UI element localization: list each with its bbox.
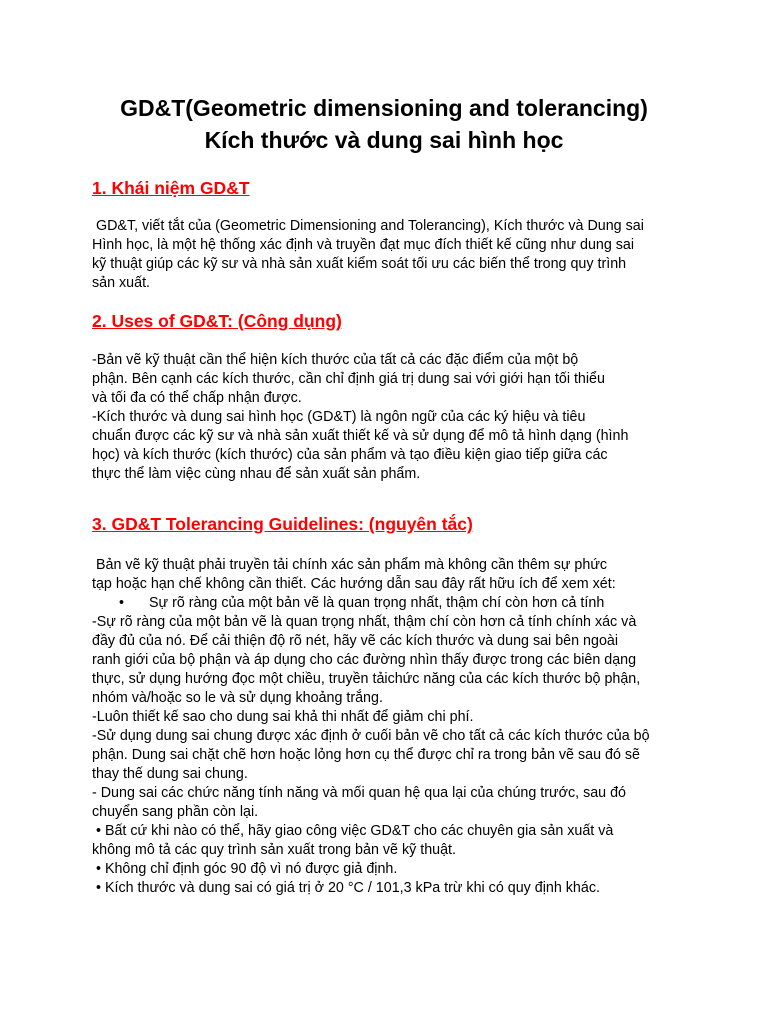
section3-line: - Dung sai các chức năng tính năng và mối quan hệ qua lại của chúng trước, sau đó: [92, 785, 626, 801]
document-title-line1: GD&T(Geometric dimensioning and tolerancing): [120, 95, 648, 121]
section1-line: kỹ thuật giúp các kỹ sư và nhà sản xuất kiểm soát tối ưu các biến thể trong quy trình: [92, 256, 627, 272]
section1-line: Hình học, là một hệ thống xác định và truyền đạt mục đích thiết kế cũng như dung sai: [92, 237, 635, 253]
bullet-icon: •: [119, 595, 125, 611]
section2-line: -Kích thước và dung sai hình học (GD&T) là ngôn ngữ của các ký hiệu và tiêu: [92, 409, 586, 425]
section3-line: • Không chỉ định góc 90 độ vì nó được giả định.: [92, 861, 398, 877]
section1-line: GD&T, viết tắt của (Geometric Dimensioning and Tolerancing), Kích thước và Dung sai: [92, 218, 644, 234]
section3-line: chuyển sang phần còn lại.: [92, 804, 259, 820]
section2-line: thực thể làm việc cùng nhau để sản xuất sản phẩm.: [92, 466, 421, 482]
section1-line: sản xuất.: [92, 275, 151, 291]
section3-bullet-text: Sự rõ ràng của một bản vẽ là quan trọng nhất, thậm chí còn hơn cả tính: [149, 595, 605, 611]
section3-line: đầy đủ của nó. Để cải thiện độ rõ nét, hãy vẽ các kích thước và dung sai bên ngoài: [92, 633, 619, 649]
section2-line: học) và kích thước (kích thước) của sản phẩm và tạo điều kiện giao tiếp giữa các: [92, 447, 608, 463]
section2-heading: 2. Uses of GD&T: (Công dụng): [92, 311, 342, 331]
section3-line: tạp hoặc hạn chế không cần thiết. Các hướng dẫn sau đây rất hữu ích để xem xét:: [92, 576, 616, 592]
section3-heading: 3. GD&T Tolerancing Guidelines: (nguyên tắc): [92, 514, 473, 534]
section3-line: thay thế dung sai chung.: [92, 766, 248, 782]
section3-line: • Kích thước và dung sai có giá trị ở 20 °C / 101,3 kPa trừ khi có quy định khác.: [92, 880, 600, 896]
section3-bullet-item: [92, 594, 692, 613]
section2-line: và tối đa có thể chấp nhận được.: [92, 390, 302, 406]
section3-line: không mô tả các quy trình sản xuất trong bản vẽ kỹ thuật.: [92, 842, 456, 858]
section3-line: phận. Dung sai chặt chẽ hơn hoặc lỏng hơn cụ thể được chỉ ra trong bản vẽ sau đó sẽ: [92, 747, 640, 763]
section3-line: Bản vẽ kỹ thuật phải truyền tải chính xác sản phẩm mà không cần thêm sự phức: [92, 557, 608, 573]
section3-line: -Sự rõ ràng của một bản vẽ là quan trọng nhất, thậm chí còn hơn cả tính chính xác và: [92, 614, 637, 630]
section2-paragraph: [92, 351, 692, 484]
section2-line: phận. Bên cạnh các kích thước, cần chỉ định giá trị dung sai với giới hạn tối thiểu: [92, 371, 605, 387]
section3-line: -Sử dụng dung sai chung được xác định ở cuối bản vẽ cho tất cả các kích thước của bộ: [92, 728, 650, 744]
section3-line: -Luôn thiết kế sao cho dung sai khả thi nhất để giảm chi phí.: [92, 709, 474, 725]
section3-paragraph: [92, 556, 692, 898]
document-title-line2: Kích thước và dung sai hình học: [204, 127, 564, 153]
section1-paragraph: [92, 217, 692, 293]
section2-line: -Bản vẽ kỹ thuật cần thể hiện kích thước của tất cả các đặc điểm của một bộ: [92, 352, 579, 368]
section3-line: thực, sử dụng hướng đọc một chiều, truyền tảichức năng của các kích thước bộ phận,: [92, 671, 641, 687]
section3-line: nhóm và/hoặc so le và sử dụng khoảng trắng.: [92, 690, 383, 706]
section3-line: ranh giới của bộ phận và áp dụng cho các đường nhìn thấy được trong các biên dạng: [92, 652, 637, 668]
section3-line: • Bất cứ khi nào có thể, hãy giao công việc GD&T cho các chuyên gia sản xuất và: [92, 823, 614, 839]
section1-heading: 1. Khái niệm GD&T: [92, 178, 250, 198]
section2-line: chuẩn được các kỹ sư và nhà sản xuất thiết kế và sử dụng để mô tả hình dạng (hình: [92, 428, 629, 444]
